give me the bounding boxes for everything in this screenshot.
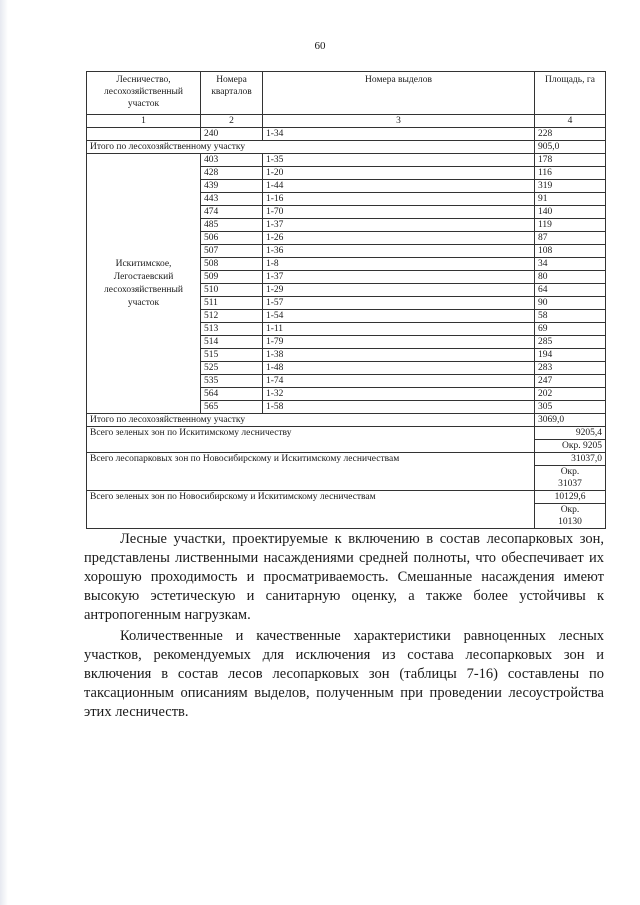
total-label: Всего зеленых зон по Новосибирскому и Искитимскому лесничествам [87, 491, 535, 529]
area-cell: 228 [535, 128, 606, 141]
area-cell: 34 [535, 258, 606, 271]
header-area: Площадь, га [535, 72, 606, 115]
quarter-cell: 506 [201, 232, 263, 245]
column-number: 4 [535, 115, 606, 128]
area-cell: 90 [535, 297, 606, 310]
empty-cell [87, 128, 201, 141]
total-value: 10129,6 [535, 491, 606, 504]
total-row [87, 491, 606, 504]
column-number: 3 [263, 115, 535, 128]
column-number: 2 [201, 115, 263, 128]
total-label: Всего зеленых зон по Искитимскому лесничеству [87, 427, 535, 453]
divisions-cell: 1-20 [263, 167, 535, 180]
divisions-cell: 1-8 [263, 258, 535, 271]
table-row [87, 154, 606, 167]
approx-prefix: Окр. [560, 467, 580, 477]
paragraph-text: Лесные участки, проектируемые к включению в состав лесопарковых зон, представлены лиственными насаждениями средней полноты, что обеспечивает их хорошую проходимость и просматриваемость. Смешанные насаждения имеют высокую эстетическую и санитарную оценку, а также более устойчивы к антропогенным нагрузкам. [84, 531, 604, 623]
area-cell: 140 [535, 206, 606, 219]
quarter-cell: 515 [201, 349, 263, 362]
divisions-cell: 1-48 [263, 362, 535, 375]
divisions-cell: 1-38 [263, 349, 535, 362]
divisions-cell: 1-29 [263, 284, 535, 297]
divisions-cell: 1-74 [263, 375, 535, 388]
divisions-cell: 1-79 [263, 336, 535, 349]
divisions-cell: 1-70 [263, 206, 535, 219]
subtotal-row [87, 141, 606, 154]
quarter-cell: 485 [201, 219, 263, 232]
quarter-cell: 514 [201, 336, 263, 349]
area-cell: 91 [535, 193, 606, 206]
area-cell: 116 [535, 167, 606, 180]
area-cell: 202 [535, 388, 606, 401]
subtotal-row [87, 414, 606, 427]
approx-prefix: Окр. [560, 505, 580, 515]
total-approx [535, 504, 606, 529]
quarter-cell: 535 [201, 375, 263, 388]
quarter-cell: 439 [201, 180, 263, 193]
total-label: Всего лесопарковых зон по Новосибирскому и Искитимскому лесничествам [87, 453, 535, 491]
table-header-row [87, 72, 606, 115]
quarter-cell: 509 [201, 271, 263, 284]
paragraph-1 [84, 530, 604, 625]
subtotal-label: Итого по лесохозяйственному участку [87, 141, 535, 154]
area-cell: 319 [535, 180, 606, 193]
quarter-cell: 565 [201, 401, 263, 414]
total-value: 9205,4 [535, 427, 606, 440]
area-cell: 285 [535, 336, 606, 349]
header-quarters: Номера кварталов [201, 72, 263, 115]
quarter-cell: 525 [201, 362, 263, 375]
area-cell: 69 [535, 323, 606, 336]
divisions-cell: 1-11 [263, 323, 535, 336]
area-cell: 58 [535, 310, 606, 323]
divisions-cell: 1-36 [263, 245, 535, 258]
area-cell: 119 [535, 219, 606, 232]
divisions-cell: 1-58 [263, 401, 535, 414]
area-cell: 80 [535, 271, 606, 284]
divisions-cell: 1-16 [263, 193, 535, 206]
area-cell: 87 [535, 232, 606, 245]
total-approx: Окр. 9205 [535, 440, 606, 453]
divisions-cell: 1-37 [263, 219, 535, 232]
section-label: Искитимское, Легостаевский лесохозяйственный участок [87, 154, 201, 414]
quarter-cell: 240 [201, 128, 263, 141]
subtotal-label: Итого по лесохозяйственному участку [87, 414, 535, 427]
approx-value: 31037 [558, 479, 582, 489]
quarter-cell: 513 [201, 323, 263, 336]
area-cell: 247 [535, 375, 606, 388]
total-row [87, 453, 606, 466]
subtotal-value: 905,0 [535, 141, 606, 154]
quarter-cell: 474 [201, 206, 263, 219]
forest-area-table [86, 71, 606, 529]
quarter-cell: 511 [201, 297, 263, 310]
total-row [87, 427, 606, 440]
divisions-cell: 1-57 [263, 297, 535, 310]
quarter-cell: 443 [201, 193, 263, 206]
quarter-cell: 508 [201, 258, 263, 271]
quarter-cell: 564 [201, 388, 263, 401]
total-approx [535, 466, 606, 491]
paragraph-text: Количественные и качественные характеристики равноценных лесных участков, рекомендуемых для исключения из состава лесопарковых зон и включения в состав лесов лесопарковых зон (таблицы 7-16) составлены по таксационным описаниям выделов, полученным при проведении лесоустройства этих лесничеств. [84, 628, 604, 720]
table-row [87, 128, 606, 141]
quarter-cell: 510 [201, 284, 263, 297]
divisions-cell: 1-44 [263, 180, 535, 193]
total-value: 31037,0 [535, 453, 606, 466]
approx-value: 10130 [558, 517, 582, 527]
area-cell: 194 [535, 349, 606, 362]
quarter-cell: 403 [201, 154, 263, 167]
divisions-cell: 1-34 [263, 128, 535, 141]
divisions-cell: 1-35 [263, 154, 535, 167]
area-cell: 305 [535, 401, 606, 414]
area-cell: 178 [535, 154, 606, 167]
quarter-cell: 428 [201, 167, 263, 180]
divisions-cell: 1-32 [263, 388, 535, 401]
paragraph-2 [84, 627, 604, 722]
area-cell: 108 [535, 245, 606, 258]
header-divisions: Номера выделов [263, 72, 535, 115]
divisions-cell: 1-26 [263, 232, 535, 245]
column-number-row [87, 115, 606, 128]
page-number: 60 [314, 40, 326, 52]
area-cell: 64 [535, 284, 606, 297]
area-cell: 283 [535, 362, 606, 375]
divisions-cell: 1-37 [263, 271, 535, 284]
column-number: 1 [87, 115, 201, 128]
header-forestry: Лесничество, лесохозяйственный участок [87, 72, 201, 115]
quarter-cell: 512 [201, 310, 263, 323]
scan-edge-shadow [0, 0, 8, 905]
subtotal-value: 3069,0 [535, 414, 606, 427]
divisions-cell: 1-54 [263, 310, 535, 323]
quarter-cell: 507 [201, 245, 263, 258]
